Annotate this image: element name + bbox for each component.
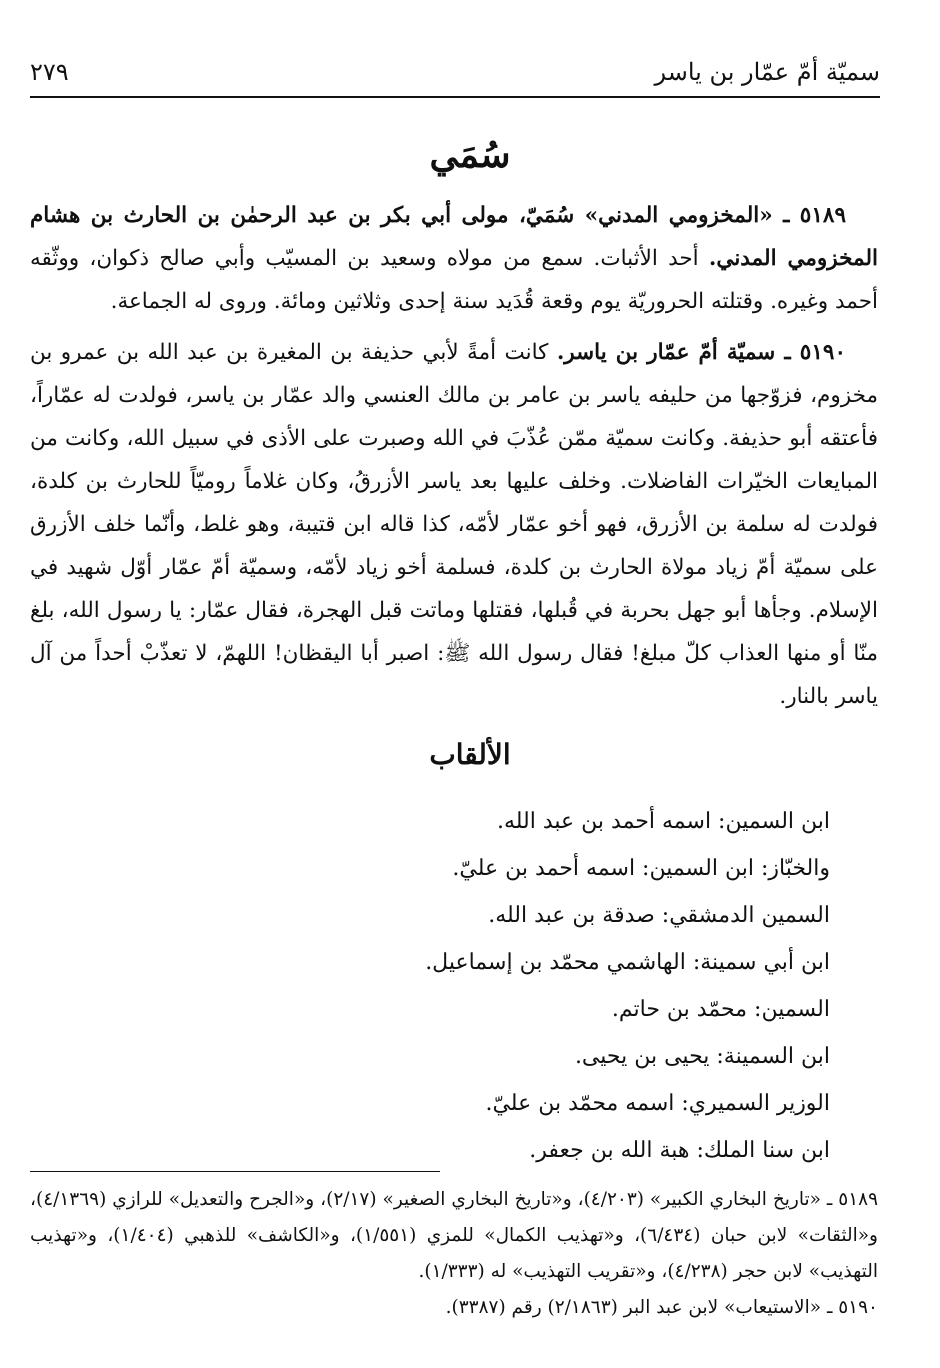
entry-text: كانت أمةً لأبي حذيفة بن المغيرة بن عبد الله بن عمرو بن مخزوم، فزوّجها من حليفه ياسر بن عامر بن مالك العنسي والد عمّار بن ياسر، فولدت له عمّاراً، فأعتقه أبو حذيفة. وكانت سميّة ممّن عُذّبَ في الله وصبرت على الأذى في سبيل الله، وكانت من المبايعات الخيّرات الفاضلات. وخلف عليها بعد ياسر الأزرقُ، وكان غلاماً روميّاً للحارث بن كلدة، فولدت له سلمة بن الأزرق، فهو أخو عمّار لأمّه، كذا قاله ابن قتيبة، وهو غلط، وأنّما خلف الأزرق على سميّة أمّ زياد مولاة الحارث بن كلدة، فسلمة أخو زياد لأمّه، وسميّة أمّ عمّار أوّل شهيد في الإسلام. وجأها أبو جهل بحربة في قُبلها، فقتلها وماتت قبل الهجرة، فقال عمّار: يا رسول الله، بلغ منّا أو منها العذاب كلّ مبلغ! فقال رسول الله ﷺ: اصبر أبا اليقظان! اللهمّ، لا تعذّبْ أحداً من آل ياسر بالنار. <box>30 340 878 709</box>
list-item: ابن سنا الملك: هبة الله بن جعفر. <box>529 1138 830 1163</box>
entry-heading: ٥١٩٠ ـ سميّة أمّ عمّار بن ياسر. <box>556 340 846 365</box>
running-title: سميّة أمّ عمّار بن ياسر <box>654 58 880 86</box>
entries-body <box>30 194 878 726</box>
entry-5189 <box>30 194 878 323</box>
entry-text: أحد الأثبات. سمع من مولاه وسعيد بن المسيّب وأبي صالح ذكوان، ووثّقه أحمد وغيره. وقتلته الحروريّة يوم وقعة قُدَيد سنة إحدى وثلاثين ومائة. وروى له الجماعة. <box>30 246 878 314</box>
list-item: السمين الدمشقي: صدقة بن عبد الله. <box>488 903 830 928</box>
list-item: ابن السمينة: يحيى بن يحيى. <box>574 1044 830 1069</box>
alqab-title: الألقاب <box>429 738 511 771</box>
list-item: ابن السمين: اسمه أحمد بن عبد الله. <box>496 809 830 834</box>
footnote-5189: ٥١٨٩ ـ «تاريخ البخاري الكبير» (٤/٢٠٣)، و«تاريخ البخاري الصغير» (٢/١٧)، و«الجرح والتعديل» للرازي (٤/١٣٦٩)، و«الثقات» لابن حبان (٦/٤٣٤)، و«تهذيب الكمال» للمزي (١/٥٥١)، و«الكاشف» للذهبي (١/٤٠٤)، و«تهذيب التهذيب» لابن حجر (٤/٢٣٨)، و«تقريب التهذيب» له (١/٣٣٣). <box>30 1189 879 1282</box>
alqab-list <box>270 798 830 1174</box>
entry-heading: ٥١٨٩ ـ «المخزومي المدني» سُمَيّ، مولى أبي بكر بن عبد الرحمٰن بن الحارث بن هشام المخزومي المدني. <box>30 203 878 271</box>
entry-5190 <box>30 331 878 718</box>
footnotes <box>30 1182 878 1326</box>
list-item: والخبّاز: ابن السمين: اسمه أحمد بن عليّ. <box>452 856 830 881</box>
page-header <box>30 52 880 98</box>
section-title: سُمَي <box>429 134 511 176</box>
list-item: الوزير السميري: اسمه محمّد بن عليّ. <box>485 1091 830 1116</box>
footnote-5190: ٥١٩٠ ـ «الاستيعاب» لابن عبد البر (٢/١٨٦٣) رقم (٣٣٨٧). <box>445 1297 878 1318</box>
footnote-divider <box>30 1171 440 1172</box>
list-item: السمين: محمّد بن حاتم. <box>611 997 830 1022</box>
page-number: ٢٧٩ <box>30 58 69 86</box>
list-item: ابن أبي سمينة: الهاشمي محمّد بن إسماعيل. <box>425 950 830 975</box>
